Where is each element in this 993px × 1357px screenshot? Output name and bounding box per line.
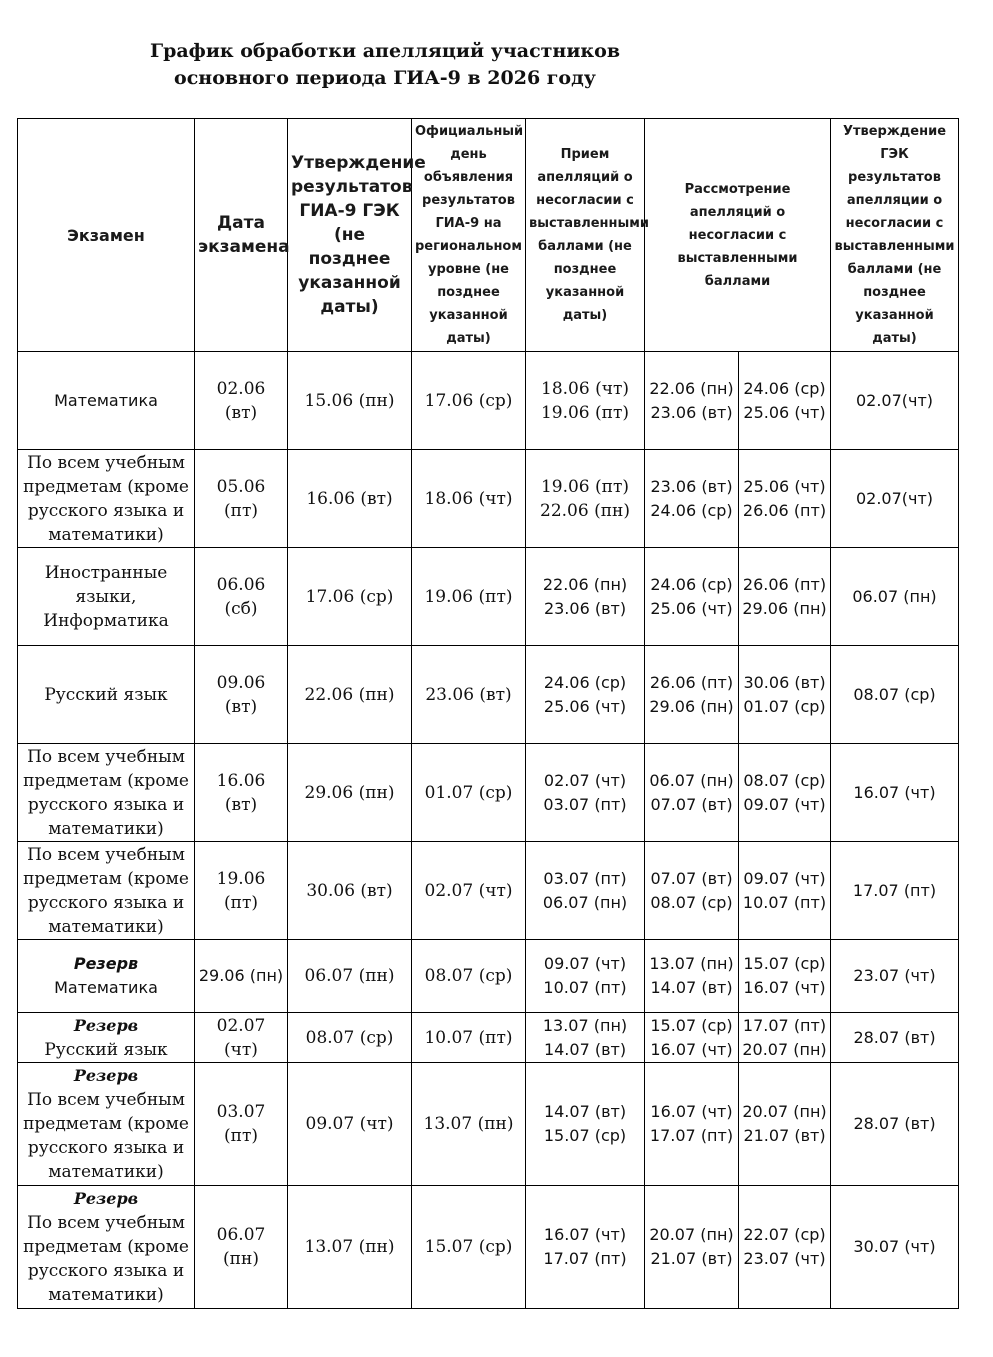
- cell-review-a: [645, 1063, 739, 1186]
- cell-review-b: [739, 1063, 831, 1186]
- review-a-date-1: 07.07 (вт): [650, 868, 733, 888]
- cell-appeal-intake: [526, 646, 645, 744]
- cell-appeal-intake: [526, 1186, 645, 1309]
- cell-approval: 29.06 (пн): [288, 744, 412, 842]
- exam-date: 05.06: [216, 476, 266, 497]
- review-a-date-2: 17.07 (пт): [649, 1126, 734, 1145]
- review-a-date-2: 29.06 (пн): [649, 696, 734, 716]
- cell-exam-date: [195, 646, 288, 744]
- reserve-label: Резерв: [73, 1015, 139, 1035]
- cell-review-b: [739, 842, 831, 940]
- review-b-date-2: 20.07 (пн): [742, 1039, 827, 1059]
- cell-review-a: [645, 1013, 739, 1063]
- review-a-date-2: 08.07 (ср): [650, 892, 733, 912]
- cell-exam: [18, 940, 195, 1013]
- table-row: [18, 1186, 959, 1309]
- table-row: [18, 548, 959, 646]
- cell-approval: 16.06 (вт): [288, 450, 412, 548]
- cell-official-day: 10.07 (пт): [412, 1013, 526, 1063]
- intake-date-1: 18.06 (чт): [541, 378, 629, 399]
- cell-exam: [18, 842, 195, 940]
- cell-review-a: [645, 842, 739, 940]
- intake-date-2: 14.07 (вт): [543, 1039, 627, 1059]
- cell-official-day: 18.06 (чт): [412, 450, 526, 548]
- table-row: [18, 940, 959, 1013]
- review-a-date-2: 21.07 (вт): [650, 1249, 733, 1268]
- cell-review-b: [739, 646, 831, 744]
- cell-approval: 13.07 (пн): [288, 1186, 412, 1309]
- cell-exam: [18, 1013, 195, 1063]
- intake-date-1: 24.06 (ср): [543, 672, 627, 692]
- cell-review-a: [645, 450, 739, 548]
- review-a-date-2: 25.06 (чт): [650, 598, 733, 618]
- cell-approval: 09.07 (чт): [288, 1063, 412, 1186]
- review-b-date-1: 22.07 (ср): [743, 1225, 826, 1244]
- header-exam: Экзамен: [18, 119, 195, 352]
- exam-name: По всем учебным предметам (кроме русского языка и математики): [23, 844, 189, 937]
- exam-name: По всем учебным предметам (кроме русского языка и математики): [23, 1213, 189, 1305]
- cell-official-day: 19.06 (пт): [412, 548, 526, 646]
- exam-weekday: (вт): [224, 696, 258, 717]
- cell-approval: 15.06 (пн): [288, 352, 412, 450]
- cell-review-b: [739, 450, 831, 548]
- header-row: [18, 119, 959, 352]
- reserve-label: Резерв: [73, 954, 139, 973]
- cell-exam-date: [195, 548, 288, 646]
- review-b-date-2: 29.06 (пн): [742, 598, 827, 618]
- cell-exam: [18, 646, 195, 744]
- review-a-date-2: 24.06 (ср): [650, 500, 733, 520]
- cell-review-a: [645, 646, 739, 744]
- cell-exam: [18, 548, 195, 646]
- title-line-2: основного периода ГИА-9 в 2026 году: [174, 67, 596, 89]
- review-a-date-2: 07.07 (вт): [650, 794, 733, 814]
- cell-appeal-intake: [526, 744, 645, 842]
- cell-gek-approval: 28.07 (вт): [831, 1063, 959, 1186]
- exam-name: По всем учебным предметам (кроме русского языка и математики): [23, 746, 189, 839]
- review-b-date-2: 23.07 (чт): [743, 1249, 826, 1268]
- review-b-date-2: 16.07 (чт): [743, 978, 826, 997]
- cell-gek-approval: 02.07(чт): [831, 352, 959, 450]
- intake-date-2: 03.07 (пт): [543, 794, 627, 814]
- cell-official-day: 01.07 (ср): [412, 744, 526, 842]
- cell-appeal-intake: [526, 1013, 645, 1063]
- table-row: [18, 1013, 959, 1063]
- intake-date-1: 03.07 (пт): [543, 868, 627, 888]
- review-b-date-2: 25.06 (чт): [743, 402, 826, 422]
- cell-exam-date: [195, 1063, 288, 1186]
- cell-appeal-intake: [526, 940, 645, 1013]
- cell-review-b: [739, 352, 831, 450]
- intake-date-2: 15.07 (ср): [543, 1126, 627, 1145]
- exam-weekday: (пт): [224, 1126, 258, 1146]
- cell-approval: 06.07 (пн): [288, 940, 412, 1013]
- cell-gek-approval: 30.07 (чт): [831, 1186, 959, 1309]
- intake-date-1: 02.07 (чт): [543, 770, 627, 790]
- review-a-date-1: 20.07 (пн): [649, 1225, 734, 1244]
- exam-date: 06.06: [216, 574, 266, 595]
- intake-date-1: 16.07 (чт): [543, 1225, 627, 1244]
- cell-exam: [18, 1063, 195, 1186]
- cell-gek-approval: 16.07 (чт): [831, 744, 959, 842]
- cell-gek-approval: 08.07 (ср): [831, 646, 959, 744]
- exam-weekday: (вт): [224, 402, 258, 423]
- cell-official-day: 08.07 (ср): [412, 940, 526, 1013]
- review-a-date-1: 15.07 (ср): [650, 1015, 733, 1035]
- cell-approval: 17.06 (ср): [288, 548, 412, 646]
- exam-date: 09.06: [216, 672, 266, 693]
- review-b-date-1: 15.07 (ср): [743, 954, 826, 973]
- table-row: [18, 450, 959, 548]
- table-row: [18, 744, 959, 842]
- cell-review-b: [739, 1186, 831, 1309]
- cell-appeal-intake: [526, 548, 645, 646]
- cell-exam-date: [195, 450, 288, 548]
- exam-name: Русский язык: [44, 1039, 168, 1060]
- header-appeal-intake: Прием апелляций о несогласии с выставленными баллами (не позднее указанной даты): [526, 119, 645, 352]
- cell-exam-date: [195, 940, 288, 1013]
- exam-date: 02.06: [216, 378, 266, 399]
- exam-date: 29.06 (пн): [198, 966, 284, 985]
- cell-gek-approval: 17.07 (пт): [831, 842, 959, 940]
- review-b-date-2: 26.06 (пт): [742, 500, 827, 520]
- intake-date-2: 19.06 (пт): [540, 402, 630, 423]
- exam-name: Математика: [54, 390, 158, 410]
- cell-exam: [18, 1186, 195, 1309]
- cell-approval: 08.07 (ср): [288, 1013, 412, 1063]
- exam-date: 16.06: [216, 770, 266, 791]
- review-b-date-1: 24.06 (ср): [743, 378, 826, 398]
- cell-approval: 30.06 (вт): [288, 842, 412, 940]
- review-a-date-2: 14.07 (вт): [650, 978, 733, 997]
- intake-date-2: 10.07 (пт): [543, 978, 627, 997]
- document-title: [120, 38, 650, 92]
- table-row: [18, 842, 959, 940]
- cell-review-a: [645, 744, 739, 842]
- review-a-date-1: 23.06 (вт): [650, 476, 733, 496]
- cell-official-day: 15.07 (ср): [412, 1186, 526, 1309]
- review-a-date-2: 23.06 (вт): [650, 402, 733, 422]
- intake-date-2: 22.06 (пн): [540, 500, 630, 521]
- review-a-date-1: 06.07 (пн): [649, 770, 734, 790]
- reserve-label: Резерв: [73, 1066, 139, 1085]
- table-row: [18, 352, 959, 450]
- review-b-date-1: 09.07 (чт): [743, 868, 826, 888]
- intake-date-2: 06.07 (пн): [542, 892, 628, 912]
- review-b-date-1: 30.06 (вт): [743, 672, 826, 692]
- exam-weekday: (пт): [224, 500, 258, 521]
- cell-gek-approval: 02.07(чт): [831, 450, 959, 548]
- cell-approval: 22.06 (пн): [288, 646, 412, 744]
- exam-name: По всем учебным предметам (кроме русского языка и математики): [23, 1090, 189, 1182]
- cell-review-b: [739, 1013, 831, 1063]
- cell-exam-date: [195, 1186, 288, 1309]
- cell-exam-date: [195, 744, 288, 842]
- intake-date-2: 17.07 (пт): [543, 1249, 627, 1268]
- cell-exam: [18, 744, 195, 842]
- exam-weekday: (чт): [224, 1039, 258, 1060]
- review-b-date-1: 08.07 (ср): [743, 770, 826, 790]
- cell-gek-approval: 28.07 (вт): [831, 1013, 959, 1063]
- exam-name: Математика: [54, 978, 158, 997]
- header-gek-approval: Утверждение ГЭК результатов апелляции о несогласии с выставленными баллами (не позднее указанной даты): [831, 119, 959, 352]
- exam-name: Иностранные языки, Информатика: [43, 562, 169, 631]
- exam-weekday: (пт): [224, 892, 258, 913]
- cell-appeal-intake: [526, 450, 645, 548]
- cell-review-a: [645, 940, 739, 1013]
- review-b-date-2: 01.07 (ср): [743, 696, 826, 716]
- cell-review-a: [645, 352, 739, 450]
- cell-official-day: 23.06 (вт): [412, 646, 526, 744]
- review-a-date-1: 26.06 (пт): [649, 672, 734, 692]
- intake-date-2: 23.06 (вт): [543, 598, 627, 618]
- review-a-date-1: 24.06 (ср): [650, 574, 733, 594]
- cell-exam-date: [195, 1013, 288, 1063]
- exam-date: 19.06: [216, 868, 266, 889]
- exam-weekday: (вт): [224, 794, 258, 815]
- exam-date: 06.07: [216, 1225, 266, 1245]
- cell-appeal-intake: [526, 352, 645, 450]
- header-approval: Утверждение результатов ГИА-9 ГЭК (не позднее указанной даты): [288, 119, 412, 352]
- review-b-date-1: 26.06 (пт): [742, 574, 827, 594]
- cell-exam-date: [195, 352, 288, 450]
- cell-review-a: [645, 1186, 739, 1309]
- review-b-date-2: 21.07 (вт): [743, 1126, 826, 1145]
- exam-weekday: (сб): [224, 598, 258, 619]
- review-b-date-1: 17.07 (пт): [742, 1015, 827, 1035]
- review-a-date-1: 22.06 (пн): [649, 378, 734, 398]
- cell-exam: [18, 450, 195, 548]
- intake-date-1: 09.07 (чт): [543, 954, 627, 973]
- exam-weekday: (пн): [223, 1249, 259, 1269]
- exam-date: 03.07: [216, 1102, 266, 1122]
- header-appeal-review: Рассмотрение апелляций о несогласии с выставленными баллами: [645, 119, 831, 352]
- cell-exam: [18, 352, 195, 450]
- cell-gek-approval: 06.07 (пн): [831, 548, 959, 646]
- exam-date: 02.07: [216, 1015, 266, 1036]
- cell-appeal-intake: [526, 1063, 645, 1186]
- appeals-schedule-table: [17, 118, 959, 1309]
- cell-official-day: 02.07 (чт): [412, 842, 526, 940]
- cell-review-b: [739, 548, 831, 646]
- cell-official-day: 17.06 (ср): [412, 352, 526, 450]
- review-a-date-1: 16.07 (чт): [650, 1102, 733, 1121]
- cell-official-day: 13.07 (пн): [412, 1063, 526, 1186]
- review-a-date-2: 16.07 (чт): [650, 1039, 733, 1059]
- review-b-date-1: 25.06 (чт): [743, 476, 826, 496]
- intake-date-1: 13.07 (пн): [542, 1015, 628, 1035]
- header-official-day: Официальный день объявления результатов ГИА-9 на региональном уровне (не позднее указанной даты): [412, 119, 526, 352]
- table-row: [18, 1063, 959, 1186]
- reserve-label: Резерв: [73, 1189, 139, 1208]
- header-exam-date: Дата экзамена: [195, 119, 288, 352]
- intake-date-1: 22.06 (пн): [542, 574, 628, 594]
- review-a-date-1: 13.07 (пн): [649, 954, 734, 973]
- cell-review-b: [739, 940, 831, 1013]
- review-b-date-2: 09.07 (чт): [743, 794, 826, 814]
- cell-gek-approval: 23.07 (чт): [831, 940, 959, 1013]
- intake-date-1: 19.06 (пт): [540, 476, 630, 497]
- cell-appeal-intake: [526, 842, 645, 940]
- exam-name: По всем учебным предметам (кроме русского языка и математики): [23, 452, 189, 545]
- exam-name: Русский язык: [44, 684, 168, 705]
- title-line-1: График обработки апелляций участников: [149, 40, 621, 62]
- review-b-date-1: 20.07 (пн): [742, 1102, 827, 1121]
- intake-date-1: 14.07 (вт): [543, 1102, 627, 1121]
- intake-date-2: 25.06 (чт): [543, 696, 627, 716]
- review-b-date-2: 10.07 (пт): [742, 892, 827, 912]
- cell-exam-date: [195, 842, 288, 940]
- table-row: [18, 646, 959, 744]
- cell-review-a: [645, 548, 739, 646]
- cell-review-b: [739, 744, 831, 842]
